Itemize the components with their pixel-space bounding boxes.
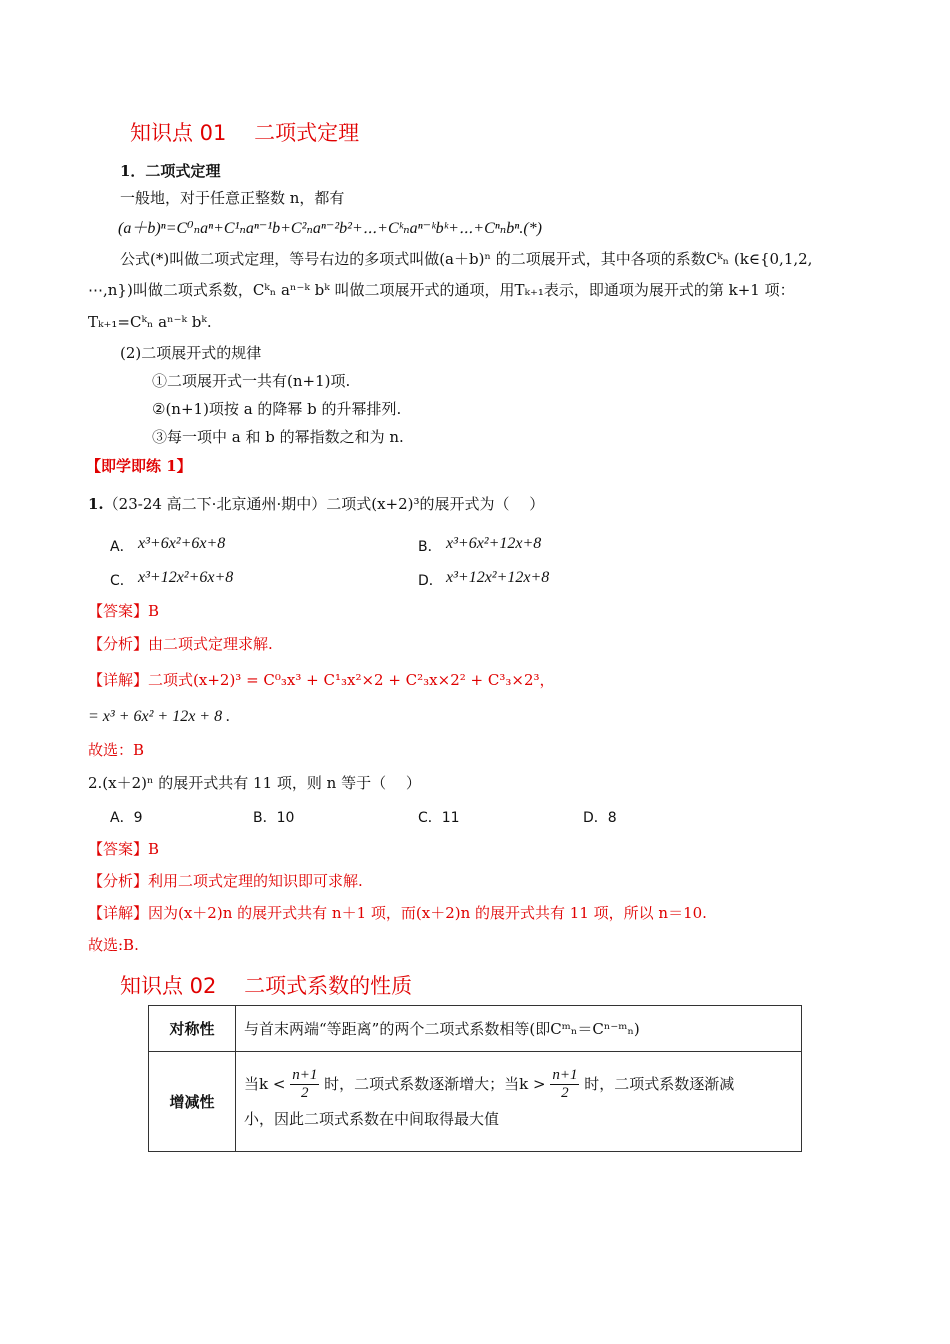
q1-detail-text: 二项式(x+2)³ = C⁰₃x³ + C¹₃x²×2 + C²₃x×2² + C³₃×2³， <box>148 671 555 689</box>
q2-choice: 故选:B. <box>88 936 139 954</box>
q2-analysis: 【分析】利用二项式定理的知识即可求解. <box>88 872 363 890</box>
q2-answer: 【答案】B <box>88 840 160 858</box>
q1-choice: 故选：B <box>88 741 145 759</box>
q1-option-a-label: A． <box>110 539 134 555</box>
fraction-n-plus-1-over-2-second <box>550 1067 579 1102</box>
paragraph-line-2: ⋯,n})叫做二项式系数，Cᵏₙ aⁿ⁻ᵏ bᵏ 叫做二项展开式的通项，用Tₖ₊₁表示，即通项为展开式的第 k+1 项： <box>88 281 795 299</box>
q1-detail <box>88 670 555 690</box>
section-title-binomial-theorem: 知识点 01 二项式定理 <box>130 121 360 145</box>
q1-option-d-label: D． <box>418 573 443 589</box>
property-desc-symmetry: 与首末两端“等距离”的两个二项式系数相等(即Cᵐₙ＝Cⁿ⁻ᵐₙ) <box>236 1006 802 1052</box>
subheading-binomial-theorem: 1．二项式定理 <box>120 162 221 180</box>
q2-detail: 【详解】因为(x＋2)n 的展开式共有 n＋1 项，而(x＋2)n 的展开式共有 11 项，所以 n＝10. <box>88 904 707 922</box>
question-1-text: （23-24 高二下·北京通州·期中）二项式(x+2)³的展开式为（ ） <box>103 495 545 513</box>
subheading-expansion-rules: (2)二项展开式的规律 <box>120 344 262 362</box>
mono-text-3: 时，二项式系数逐渐减 <box>584 1074 735 1093</box>
q1-option-c-label: C． <box>110 573 134 589</box>
paragraph-line-1: 公式(*)叫做二项式定理，等号右边的多项式叫做(a＋b)ⁿ 的二项展开式，其中各项的系数Cᵏₙ (k∈{0,1,2, <box>120 250 813 268</box>
q1-option-b-label: B． <box>418 539 442 555</box>
q1-analysis: 【分析】由二项式定理求解. <box>88 635 273 653</box>
q1-option-c: x³+12x²+6x+8 <box>138 569 234 586</box>
properties-table <box>148 1005 802 1152</box>
question-1-number: 1. <box>88 495 104 513</box>
q2-option-a: A．9 <box>110 810 143 826</box>
rule-2: ②(n+1)项按 a 的降幂 b 的升幂排列. <box>152 400 402 418</box>
fraction-numerator: n+1 <box>552 1067 578 1084</box>
fraction-denominator: 2 <box>561 1085 569 1102</box>
property-name-monotonicity: 增减性 <box>149 1052 236 1152</box>
q1-option-b: x³+6x²+12x+8 <box>446 535 542 552</box>
table-row <box>149 1052 802 1152</box>
table-row <box>149 1006 802 1052</box>
q1-option-a: x³+6x²+6x+8 <box>138 535 226 552</box>
q1-detail-label: 【详解】 <box>88 671 149 689</box>
intro-text: 一般地，对于任意正整数 n，都有 <box>120 189 345 207</box>
fraction-numerator: n+1 <box>292 1067 318 1084</box>
property-name-symmetry: 对称性 <box>149 1006 236 1052</box>
question-2-stem: 2.(x＋2)ⁿ 的展开式共有 11 项，则 n 等于（ ） <box>88 774 421 792</box>
q2-option-d: D．8 <box>583 810 617 826</box>
q2-option-b: B．10 <box>253 810 295 826</box>
property-desc-monotonicity <box>236 1052 802 1152</box>
section-title-coefficient-properties: 知识点 02 二项式系数的性质 <box>120 974 413 998</box>
q1-answer: 【答案】B <box>88 602 160 620</box>
general-term-formula: Tₖ₊₁=Cᵏₙ aⁿ⁻ᵏ bᵏ. <box>88 313 212 331</box>
mono-text-1: 当k < <box>244 1074 286 1093</box>
mono-text-2: 时，二项式系数逐渐增大；当k > <box>324 1074 546 1093</box>
q1-detail-result: = x³ + 6x² + 12x + 8 . <box>88 708 231 725</box>
rule-3: ③每一项中 a 和 b 的幂指数之和为 n. <box>152 428 404 446</box>
binomial-formula: (a＋b)ⁿ=C⁰ₙaⁿ+C¹ₙaⁿ⁻¹b+C²ₙaⁿ⁻²b²+⋯+Cᵏₙaⁿ⁻ᵏbᵏ+⋯+Cⁿₙbⁿ.(*) <box>118 220 542 237</box>
q2-option-c: C．11 <box>418 810 460 826</box>
practice-label: 【即学即练 1】 <box>86 457 192 475</box>
q1-option-d: x³+12x²+12x+8 <box>446 569 550 586</box>
fraction-n-plus-1-over-2 <box>290 1067 319 1102</box>
rule-1: ①二项展开式一共有(n+1)项. <box>152 372 351 390</box>
question-1-stem <box>88 494 544 514</box>
fraction-denominator: 2 <box>301 1085 309 1102</box>
mono-text-4: 小，因此二项式系数在中间取得最大值 <box>244 1110 500 1129</box>
